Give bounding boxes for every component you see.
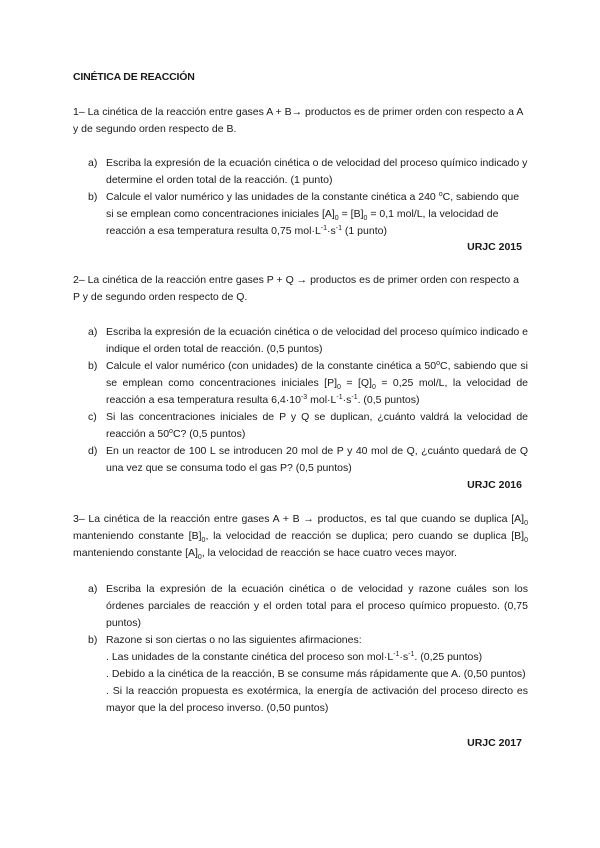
list-item <box>88 443 528 477</box>
item-text: Escriba la expresión de la ecuación cinética o de velocidad y razone cuáles son los órdenes parciales de reacción y el orden total para el proceso químico propuesto. (0,75 puntos) <box>106 583 528 629</box>
question-3-intro: 3– La cinética de la reacción entre gases A + B → productos, es tal que cuando se duplica $[A]_0$ manteniendo constante $[B]_0$, la velocidad de reacción se duplica; pero cuando se duplica $[B]_0$ manteniendo constante $[A]_0$, la velocidad de reacción se hace cuatro veces mayor. <box>73 513 529 561</box>
list-item <box>88 324 528 358</box>
statement-2: . Debido a la cinética de la reacción, B se consume más rápidamente que A. (0,50 puntos) <box>106 668 526 680</box>
question-2-intro <box>73 272 528 306</box>
item-text: Escriba la expresión de la ecuación cinética o de velocidad del proceso químico indicado y determine el orden total de la reacción. (1 punto) <box>106 157 528 186</box>
item-text: Razone si son ciertas o no las siguientes afirmaciones: <box>106 634 362 646</box>
question-3-list <box>88 581 528 717</box>
item-marker: c) <box>88 411 97 423</box>
question-2-list <box>88 324 528 477</box>
source-label: URJC 2016 <box>467 479 522 491</box>
reaction-arrow: → <box>291 106 303 118</box>
list-item <box>88 358 528 409</box>
q1-text-a: 1– La cinética de la reacción entre gases A + B <box>73 106 292 118</box>
item-text: Escriba la expresión de la ecuación cinética o de velocidad del proceso químico indicado e indique el orden total de reacción. (0,5 puntos) <box>106 326 529 355</box>
item-marker: a) <box>88 157 98 169</box>
source-label: URJC 2017 <box>467 737 522 749</box>
q2-text-b: productos es de primer orden con respecto a P y de segundo orden respecto de Q. <box>73 274 520 303</box>
list-item <box>88 581 528 632</box>
list-item <box>88 409 528 443</box>
statement-1: . Las unidades de la constante cinética del proceso son $mol\cdot L^{-1}\cdot s^{-1}$. (0,25 puntos) <box>106 651 483 663</box>
item-marker: a) <box>88 326 98 338</box>
item-marker: a) <box>88 583 98 595</box>
item-text: Calcule el valor numérico y las unidades de la constante cinética a 240 $^o$C, sabiendo que si se emplean como concentraciones iniciales $[A]_0 = [B]_0 = 0,1$ mol/L, la velocidad de reacción a esa temperatura resulta 0,75 $mol\cdot L^{-1}\cdot s^{-1}$ (1 punto) <box>106 191 520 237</box>
page-title: CINÉTICA DE REACCIÓN <box>73 71 195 83</box>
item-marker: b) <box>88 191 98 203</box>
reaction-arrow: → <box>303 513 314 525</box>
item-marker: b) <box>88 360 98 372</box>
item-marker: b) <box>88 634 98 646</box>
question-1-list <box>88 155 528 240</box>
list-item <box>88 632 528 717</box>
item-text: Calcule el valor numérico (con unidades) de la constante cinética a 50$^o$C, sabiendo que si se emplean como concentraciones iniciales $[P]_0 = [Q]_0 = 0,25$ mol/L, la velocidad de reacción a esa temperatura resulta $6,4\cdot 10^{-3}$ $mol\cdot L^{-1}\cdot s^{-1}$. (0,5 puntos) <box>106 360 529 406</box>
list-item <box>88 155 528 189</box>
question-1-intro <box>73 104 528 138</box>
q1-text-b: productos es de primer orden con respecto a A y de segundo orden respecto de B. <box>73 106 523 135</box>
item-text: Si las concentraciones iniciales de P y Q se duplican, ¿cuánto valdrá la velocidad de reacción a 50$^o$C? (0,5 puntos) <box>106 411 528 440</box>
list-item <box>88 189 528 240</box>
q2-text-a: 2– La cinética de la reacción entre gases P + Q <box>73 274 297 286</box>
item-text: En un reactor de 100 L se introducen 20 mol de P y 40 mol de Q, ¿cuánto quedará de Q una vez que se consuma todo el gas P? (0,5 puntos) <box>106 445 528 474</box>
item-marker: d) <box>88 445 98 457</box>
statement-3: . Si la reacción propuesta es exotérmica, la energía de activación del proceso directo es mayor que la del proceso inverso. (0,50 puntos) <box>106 685 528 714</box>
reaction-arrow: → <box>296 274 308 286</box>
source-label: URJC 2015 <box>467 241 522 253</box>
